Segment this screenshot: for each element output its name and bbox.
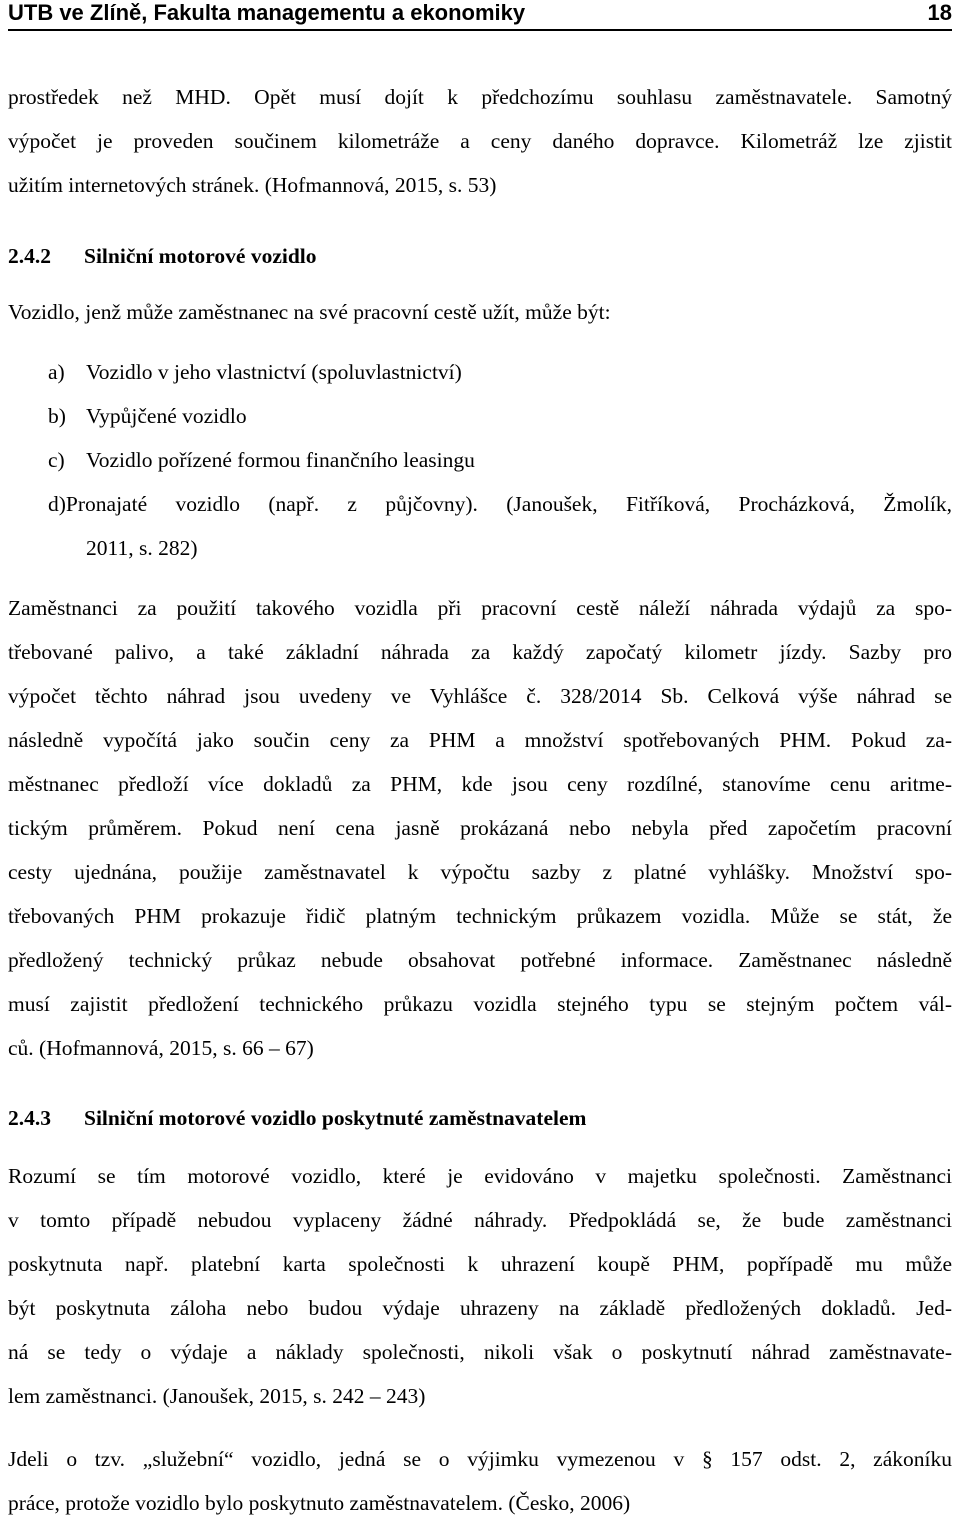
section-title: Silniční motorové vozidlo	[84, 244, 317, 268]
list-item	[48, 403, 247, 429]
list-item-text: Vypůjčené vozidlo	[86, 404, 247, 428]
list-marker: a)	[48, 360, 65, 384]
header-title: UTB ve Zlíně, Fakulta managementu a ekonomiky	[8, 0, 526, 25]
lead-text: Vozidlo, jenž může zaměstnanec na své pracovní cestě užít, může být:	[8, 300, 611, 324]
paragraph-line: výpočet těchto náhrad jsou uvedeny ve Vyhlášce č. 328/2014 Sb. Celková výše náhrad se	[8, 684, 952, 708]
paragraph-line: městnanec předloží více dokladů za PHM, kde jsou ceny rozdílné, stanovíme cenu aritme-	[8, 772, 952, 796]
paragraph-line: práce, protože vozidlo bylo poskytnuto zaměstnavatelem. (Česko, 2006)	[8, 1491, 631, 1515]
paragraph-line: třebovaných PHM prokazuje řidič platným technickým průkazem vozidla. Může se stát, že	[8, 904, 952, 928]
paragraph-line: lem zaměstnanci. (Janoušek, 2015, s. 242 – 243)	[8, 1384, 426, 1408]
list-marker: c)	[48, 448, 65, 472]
section-heading	[8, 1105, 586, 1131]
paragraph-line: ců. (Hofmannová, 2015, s. 66 – 67)	[8, 1036, 314, 1060]
paragraph-line: cesty ujednána, použije zaměstnavatel k výpočtu sazby z platné vyhlášky. Množství spo-	[8, 860, 952, 884]
paragraph-line: následně vypočítá jako součin ceny za PHM a množství spotřebovaných PHM. Pokud za-	[8, 728, 952, 752]
list-item-text: Vozidlo pořízené formou finančního leasingu	[86, 448, 475, 472]
list-item	[48, 447, 475, 473]
section-number: 2.4.2	[8, 244, 51, 268]
paragraph-line: tickým průměrem. Pokud není cena jasně prokázaná nebo nebyla před započetím pracovní	[8, 816, 952, 840]
paragraph-line: Zaměstnanci za použití takového vozidla při pracovní cestě náleží náhrada výdajů za spo-	[8, 596, 952, 620]
paragraph-line: Jdeli o tzv. „služební“ vozidlo, jedná se o výjimku vymezenou v § 157 odst. 2, zákoníku	[8, 1447, 952, 1471]
list-item-continuation: 2011, s. 282)	[86, 536, 198, 560]
list-marker: d)	[48, 492, 66, 516]
paragraph-line: předložený technický průkaz nebude obsahovat potřebné informace. Zaměstnanec následně	[8, 948, 952, 972]
intro-line: prostředek než MHD. Opět musí dojít k předchozímu souhlasu zaměstnavatele. Samotný	[8, 85, 952, 109]
section-title: Silniční motorové vozidlo poskytnuté zaměstnavatelem	[84, 1106, 587, 1130]
list-item-text: Vozidlo v jeho vlastnictví (spoluvlastnictví)	[86, 360, 462, 384]
page-number: 18	[927, 0, 952, 25]
section-heading	[8, 243, 317, 269]
list-item	[48, 491, 952, 517]
list-item	[48, 359, 462, 385]
page-header	[8, 0, 952, 28]
paragraph-line: musí zajistit předložení technického průkazu vozidla stejného typu se stejným počtem vál-	[8, 992, 952, 1016]
section-number: 2.4.3	[8, 1106, 51, 1130]
paragraph-line: ná se tedy o výdaje a náklady společnosti, nikoli však o poskytnutí náhrad zaměstnavate-	[8, 1340, 952, 1364]
paragraph-line: poskytnuta např. platební karta společnosti k uhrazení koupě PHM, popřípadě mu může	[8, 1252, 952, 1276]
intro-line: užitím internetových stránek. (Hofmannová, 2015, s. 53)	[8, 173, 497, 197]
intro-line: výpočet je proveden součinem kilometráže a ceny daného dopravce. Kilometráž lze zjistit	[8, 129, 952, 153]
paragraph-line: v tomto případě nebudou vyplaceny žádné náhrady. Předpokládá se, že bude zaměstnanci	[8, 1208, 952, 1232]
paragraph-line: Rozumí se tím motorové vozidlo, které je evidováno v majetku společnosti. Zaměstnanci	[8, 1164, 952, 1188]
paragraph-line: být poskytnuta záloha nebo budou výdaje uhrazeny na základě předložených dokladů. Jed-	[8, 1296, 952, 1320]
paragraph-line: třebované palivo, a také základní náhrada za každý započatý kilometr jízdy. Sazby pro	[8, 640, 952, 664]
list-marker: b)	[48, 404, 66, 428]
header-divider	[8, 29, 952, 31]
list-item-text: Pronajaté vozidlo (např. z půjčovny). (Janoušek, Fitříková, Procházková, Žmolík,	[65, 492, 952, 516]
